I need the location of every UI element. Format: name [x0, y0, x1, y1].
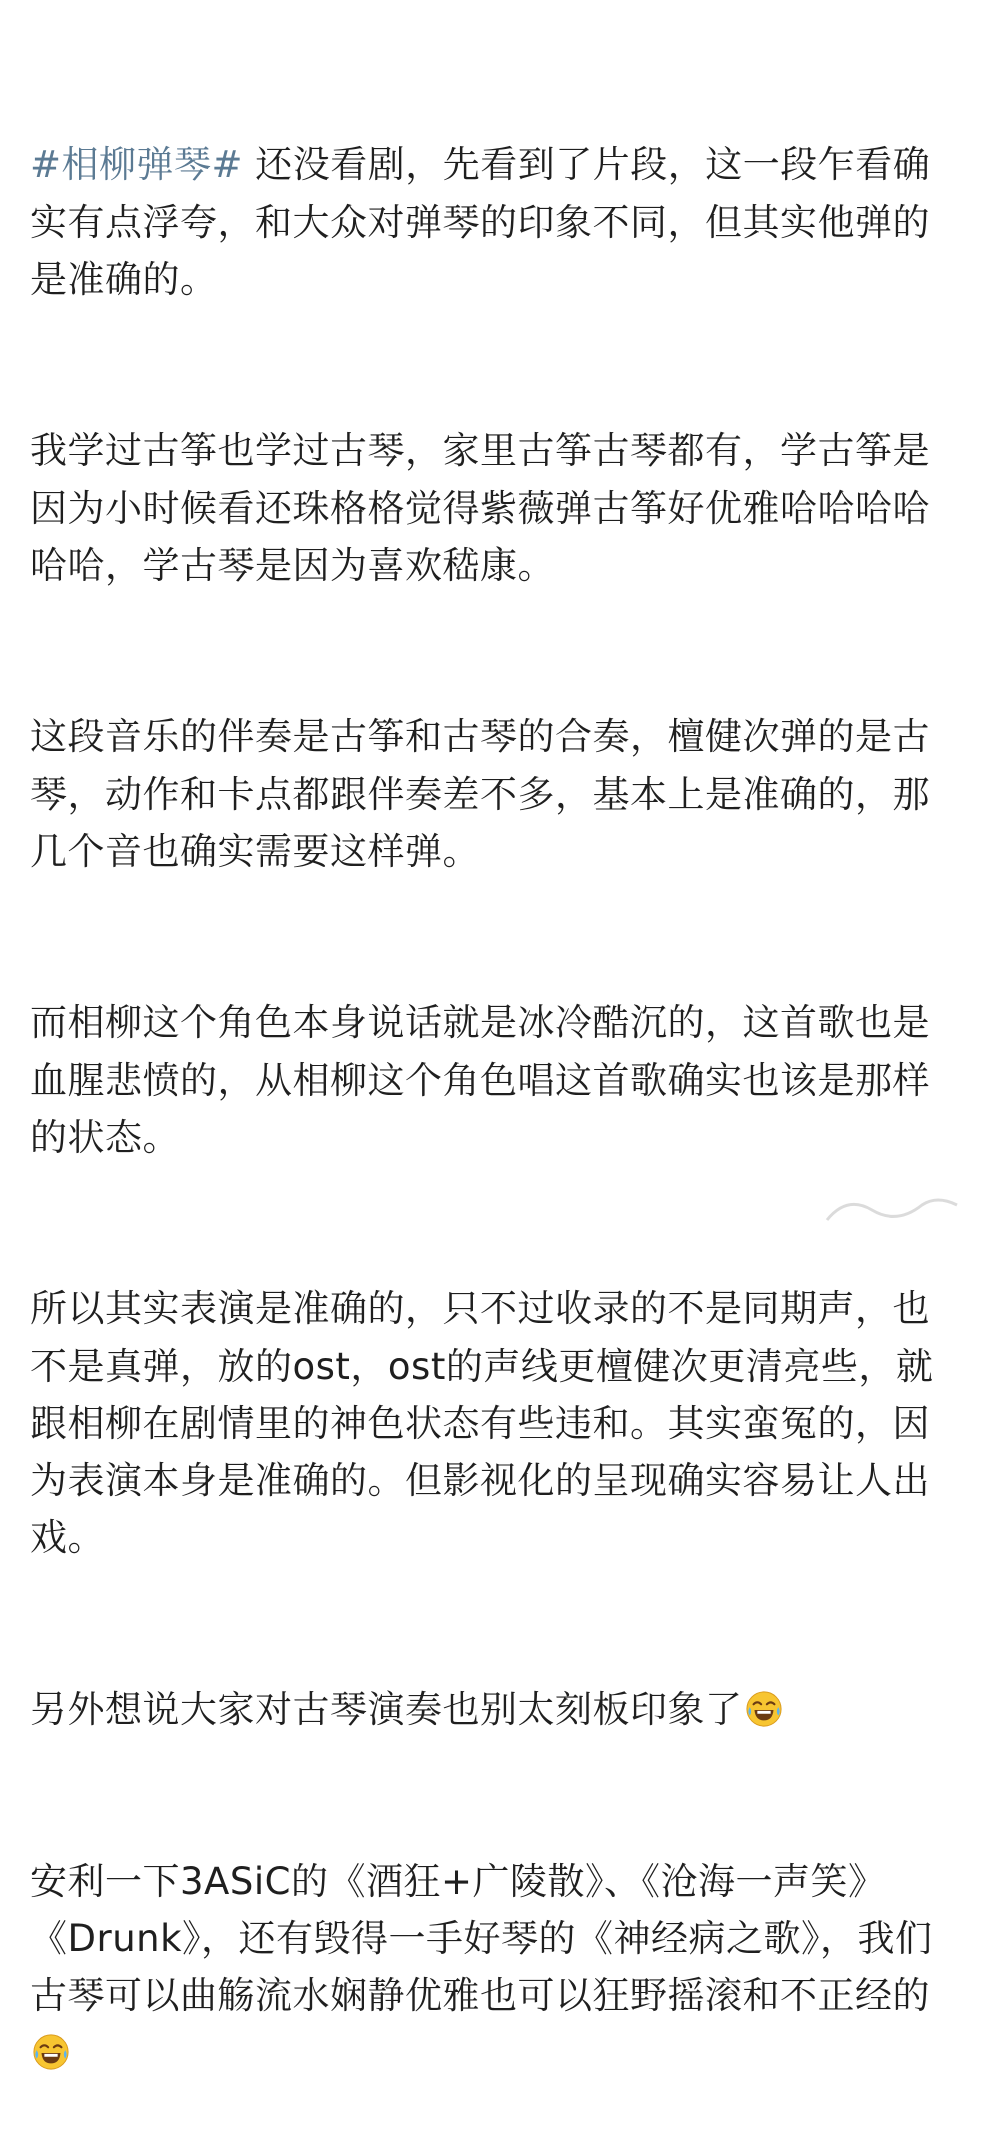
paragraph-text: 我学过古筝也学过古琴，家里古筝古琴都有，学古筝是因为小时候看还珠格格觉得紫薇弹古筝好优雅哈哈哈哈哈哈，学古琴是因为喜欢嵇康。 — [30, 429, 930, 587]
watermark-icon — [817, 1180, 967, 1230]
post-paragraph — [30, 136, 965, 308]
paragraph-text: 安利一下3ASiC的《酒狂+广陵散》、《沧海一声笑》《Drunk》，还有毁得一手好琴的《神经病之歌》，我们古琴可以曲觞流水娴静优雅也可以狂野摇滚和不正经的 — [30, 1859, 933, 2017]
paragraph-text: 所以其实表演是准确的，只不过收录的不是同期声，也不是真弹，放的ost，ost的声线更檀健次更清亮些，就跟相柳在剧情里的神色状态有些违和。其实蛮冤的，因为表演本身是准确的。但影视化的呈现确实容易让人出戏。 — [30, 1287, 934, 1560]
paragraph-text: 这段音乐的伴奏是古筝和古琴的合奏，檀健次弹的是古琴，动作和卡点都跟伴奏差不多，基本上是准确的，那几个音也确实需要这样弹。 — [30, 715, 930, 873]
paragraph-text: 而相柳这个角色本身说话就是冰冷酷沉的，这首歌也是血腥悲愤的，从相柳这个角色唱这首歌确实也该是那样的状态。 — [30, 1001, 930, 1159]
hashtag-link[interactable]: #相柳弹琴# — [30, 143, 244, 187]
post-body — [30, 22, 965, 2139]
post-paragraph — [30, 994, 965, 1166]
laughing-tears-emoji-icon — [745, 1690, 783, 1728]
laughing-tears-emoji-icon — [32, 2033, 70, 2071]
post-paragraph — [30, 708, 965, 880]
post-paragraph — [30, 1853, 965, 2082]
paragraph-text: 另外想说大家对古琴演奏也别太刻板印象了 — [30, 1687, 743, 1731]
post-paragraph — [30, 1280, 965, 1566]
post-paragraph — [30, 1681, 965, 1738]
post-paragraph — [30, 422, 965, 594]
paragraph-text: 还没看剧，先看到了片段，这一段乍看确实有点浮夸，和大众对弹琴的印象不同，但其实他弹的是准确的。 — [30, 143, 931, 301]
